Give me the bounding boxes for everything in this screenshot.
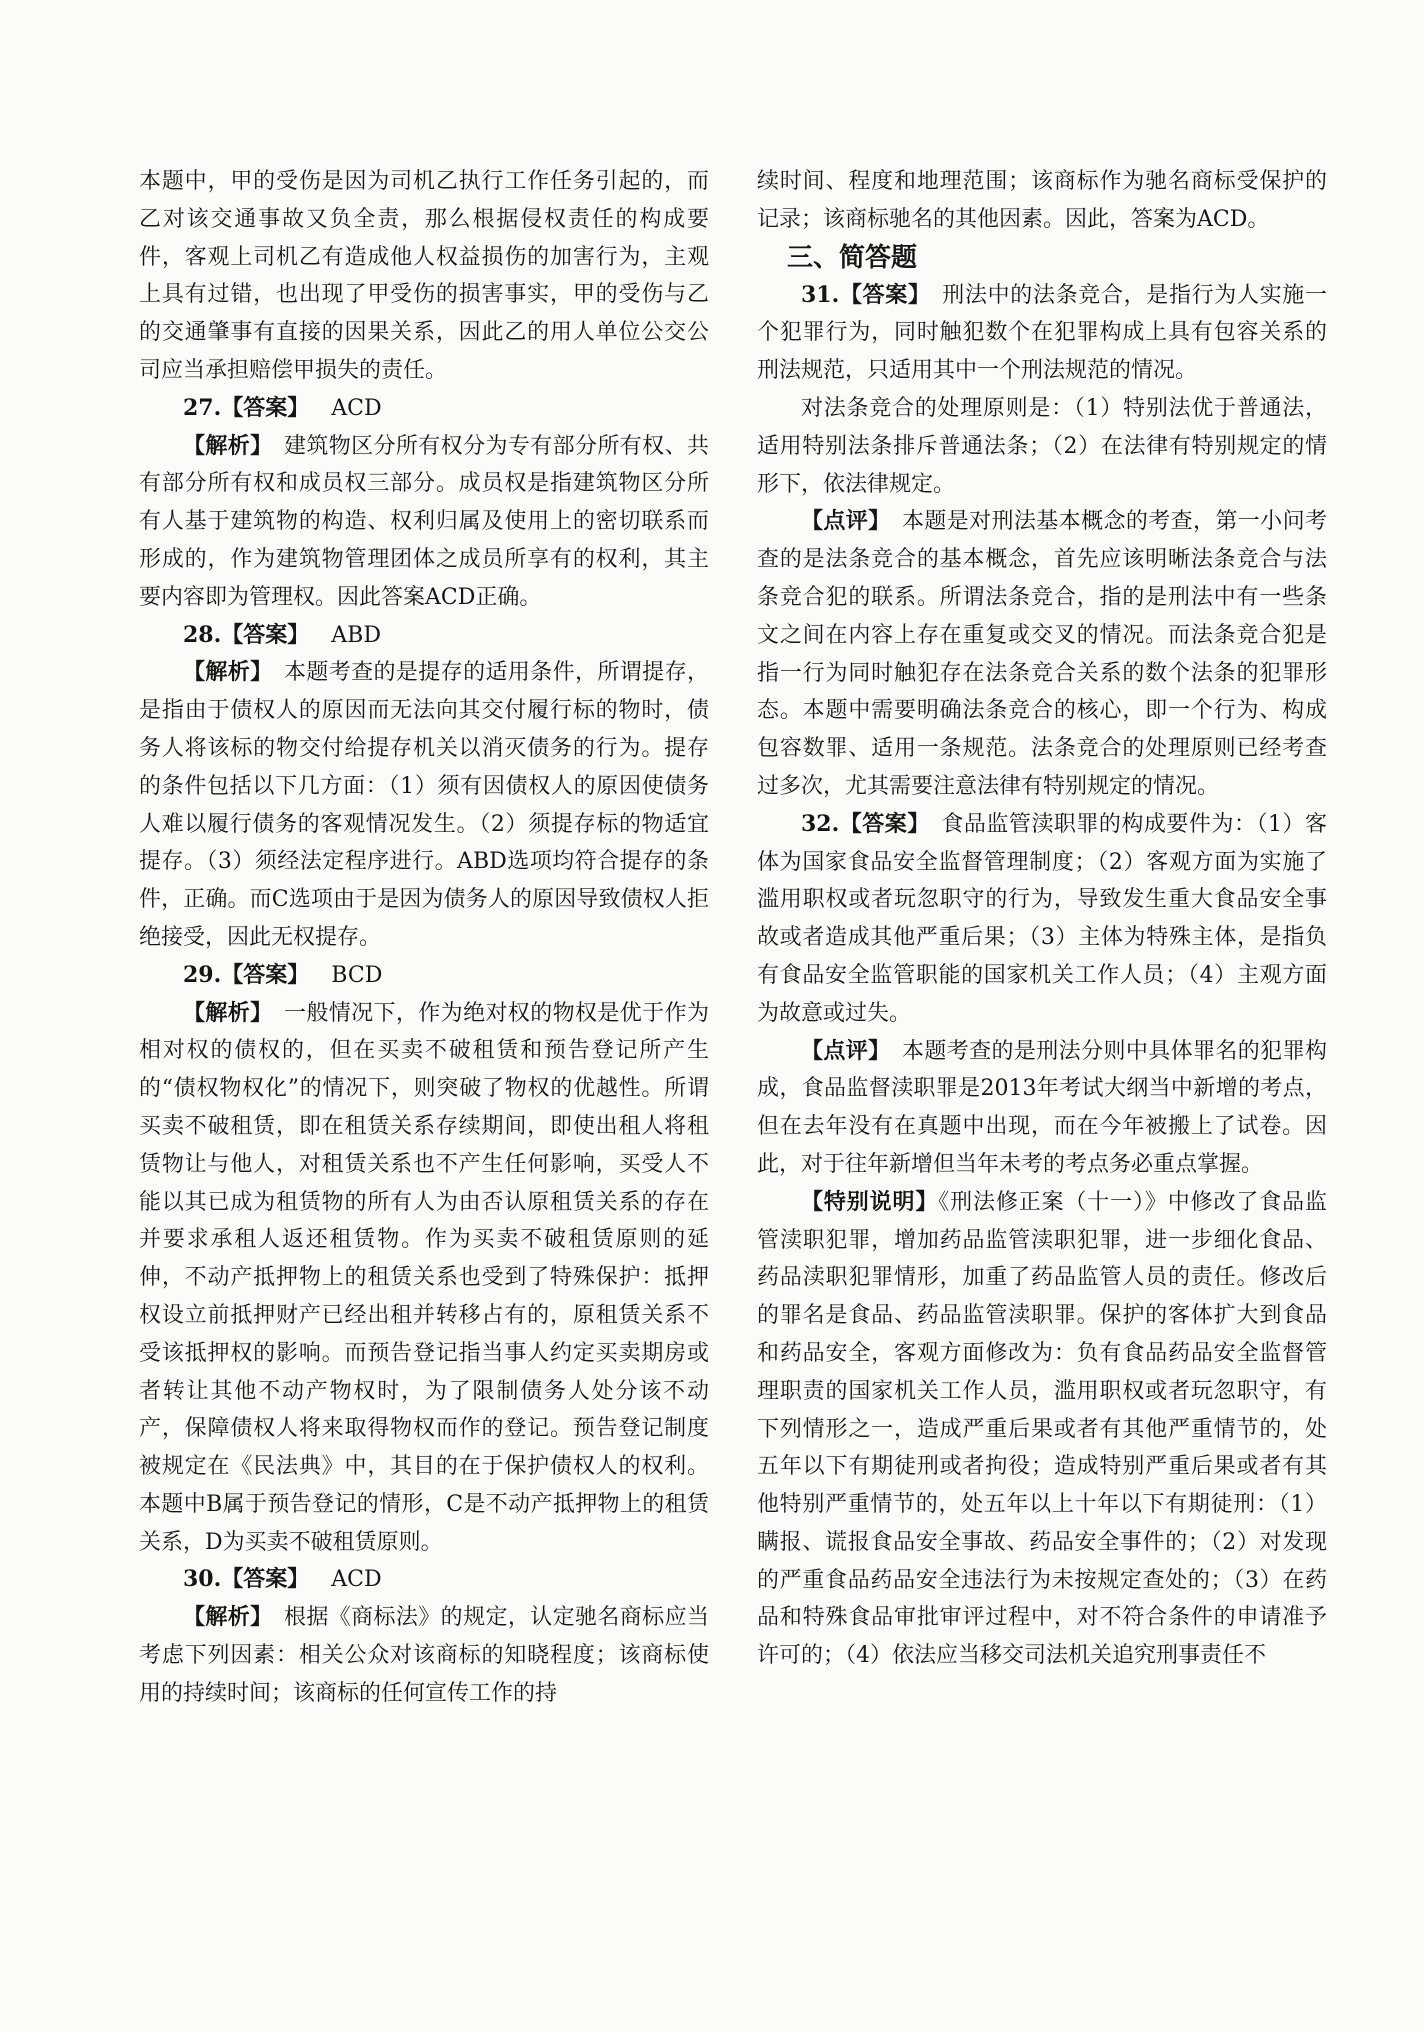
- section-heading: 三、简答题: [787, 242, 918, 273]
- comment-tag: 【点评】: [801, 1038, 880, 1064]
- analysis-tag: 【解析】: [183, 1605, 262, 1631]
- question-number: 28.: [183, 621, 222, 648]
- question-number: 27.: [183, 394, 222, 421]
- left-column: [139, 163, 709, 1713]
- answer-q31: [757, 277, 1327, 390]
- answer-tag: 【答案】: [839, 282, 920, 308]
- comment-tag: 【点评】: [801, 509, 880, 535]
- answer-tag: 【答案】: [221, 962, 310, 988]
- answer-q32: [757, 806, 1327, 1033]
- analysis-q30: [139, 1599, 709, 1712]
- paragraph-q26-end: 本题中，甲的受伤是因为司机乙执行工作任务引起的，而乙对该交通事故又负全责，那么根据侵权责任的构成要件，客观上司机乙有造成他人权益损伤的加害行为，主观上具有过错，也出现了甲受伤的损害事实，甲的受伤与乙的交通肇事有直接的因果关系，因此乙的用人单位公交公司应当承担赔偿甲损失的责任。: [139, 169, 709, 383]
- comment-text: 本题是对刑法基本概念的考查，第一小问考查的是法条竞合的基本概念，首先应该明晰法条竞合与法条竞合犯的联系。所谓法条竞合，指的是刑法中有一些条文之间在内容上存在重复或交叉的情况。而法条竞合犯是指一行为同时触犯存在法条竞合关系的数个法条的犯罪形态。本题中需要明确法条竞合的核心，即一个行为、构成包容数罪、适用一条规范。法条竞合的处理原则已经考查过多次，尤其需要注意法律有特别规定的情况。: [757, 509, 1327, 799]
- question-number: 32.: [801, 810, 840, 837]
- analysis-tag: 【解析】: [183, 660, 262, 686]
- answer-q30: [139, 1561, 709, 1599]
- paragraph-q30-end: 续时间、程度和地理范围；该商标作为驰名商标受保护的记录；该商标驰名的其他因素。因此，答案为ACD。: [757, 169, 1327, 232]
- analysis-tag: 【解析】: [183, 433, 262, 459]
- answer-q28: [139, 617, 709, 655]
- analysis-text: 根据《商标法》的规定，认定驰名商标应当考虑下列因素：相关公众对该商标的知晓程度；该商标使用的持续时间；该商标的任何宣传工作的持: [139, 1605, 709, 1706]
- answer-tag: 【答案】: [221, 622, 310, 648]
- right-column: [757, 163, 1327, 1675]
- analysis-text: 本题考查的是提存的适用条件，所谓提存，是指由于债权人的原因而无法向其交付履行标的物时，债务人将该标的物交付给提存机关以消灭债务的行为。提存的条件包括以下几方面：（1）须有因债权人的原因使债务人难以履行债务的客观情况发生。（2）须提存标的物适宜提存。（3）须经法定程序进行。ABD选项均符合提存的条件，正确。而C选项由于是因为债务人的原因导致债权人拒绝接受，因此无权提存。: [139, 660, 709, 950]
- answer-value: ACD: [331, 1567, 382, 1593]
- special-note-tag: 【特别说明】: [801, 1189, 939, 1215]
- comment-q32: [757, 1033, 1327, 1184]
- answer-value: ACD: [331, 395, 382, 421]
- question-number: 29.: [183, 961, 222, 988]
- answer-value: BCD: [331, 962, 383, 988]
- answer-value: ABD: [331, 622, 381, 648]
- analysis-text: 一般情况下，作为绝对权的物权是优于作为相对权的债权的，但在买卖不破租赁和预告登记所产生的“债权物权化”的情况下，则突破了物权的优越性。所谓买卖不破租赁，即在租赁关系存续期间，即使出租人将租赁物让与他人，对租赁关系也不产生任何影响，买受人不能以其已成为租赁物的所有人为由否认原租赁关系的存在并要求承租人返还租赁物。作为买卖不破租赁原则的延伸，不动产抵押物上的租赁关系也受到了特殊保护：抵押权设立前抵押财产已经出租并转移占有的，原租赁关系不受该抵押权的影响。而预告登记指当事人约定买卖期房或者转让其他不动产物权时，为了限制债务人处分该不动产，保障债权人将来取得物权而作的登记。预告登记制度被规定在《民法典》中，其目的在于保护债权人的权利。本题中B属于预告登记的情形，C是不动产抵押物上的租赁关系，D为买卖不破租赁原则。: [139, 1000, 709, 1555]
- question-number: 31.: [801, 281, 840, 308]
- answer-tag: 【答案】: [221, 1567, 310, 1593]
- analysis-text: 建筑物区分所有权分为专有部分所有权、共有部分所有权和成员权三部分。成员权是指建筑物区分所有人基于建筑物的构造、权利归属及使用上的密切联系而形成的，作为建筑物管理团体之成员所享有的权利，其主要内容即为管理权。因此答案ACD正确。: [139, 433, 709, 610]
- answer-q31-principle: 对法条竞合的处理原则是：（1）特别法优于普通法，适用特别法条排斥普通法条；（2）在法律有特别规定的情形下，依法律规定。: [757, 395, 1327, 497]
- comment-q31: [757, 503, 1327, 805]
- answer-q27: [139, 390, 709, 428]
- answer-text: 刑法中的法条竞合，是指行为人实施一个犯罪行为，同时触犯数个在犯罪构成上具有包容关系的刑法规范，只适用其中一个刑法规范的情况。: [757, 282, 1327, 384]
- answer-q29: [139, 957, 709, 995]
- analysis-q29: [139, 995, 709, 1562]
- comment-text: 本题考查的是刑法分则中具体罪名的犯罪构成，食品监督渎职罪是2013年考试大纲当中新增的考点，但在去年没有在真题中出现，而在今年被搬上了试卷。因此，对于往年新增但当年未考的考点务必重点掌握。: [757, 1038, 1327, 1177]
- analysis-q28: [139, 654, 709, 956]
- analysis-tag: 【解析】: [183, 1000, 262, 1026]
- answer-tag: 【答案】: [221, 395, 310, 421]
- special-note-text: 《刑法修正案（十一）》中修改了食品监管渎职犯罪，增加药品监管渎职犯罪，进一步细化食品、药品渎职犯罪情形，加重了药品监管人员的责任。修改后的罪名是食品、药品监管渎职罪。保护的客体扩大到食品和药品安全，客观方面修改为：负有食品药品安全监督管理职责的国家机关工作人员，滥用职权或者玩忽职守，有下列情形之一，造成严重后果或者有其他严重情节的，处五年以下有期徒刑或者拘役；造成特别严重后果或者有其他特别严重情节的，处五年以上十年以下有期徒刑：（1）瞒报、谎报食品安全事故、药品安全事件的；（2）对发现的严重食品药品安全违法行为未按规定查处的；（3）在药品和特殊食品审批审评过程中，对不符合条件的申请准予许可的；（4）依法应当移交司法机关追究刑事责任不: [757, 1189, 1327, 1669]
- answer-tag: 【答案】: [839, 811, 919, 837]
- analysis-q27: [139, 428, 709, 617]
- question-number: 30.: [183, 1566, 222, 1593]
- answer-text: 食品监管渎职罪的构成要件为：（1）客体为国家食品安全监督管理制度；（2）客观方面为实施了滥用职权或者玩忽职守的行为，导致发生重大食品安全事故或者造成其他严重后果；（3）主体为特殊主体，是指负有食品安全监管职能的国家机关工作人员；（4）主观方面为故意或过失。: [757, 811, 1327, 1026]
- special-note-q32: [757, 1184, 1327, 1675]
